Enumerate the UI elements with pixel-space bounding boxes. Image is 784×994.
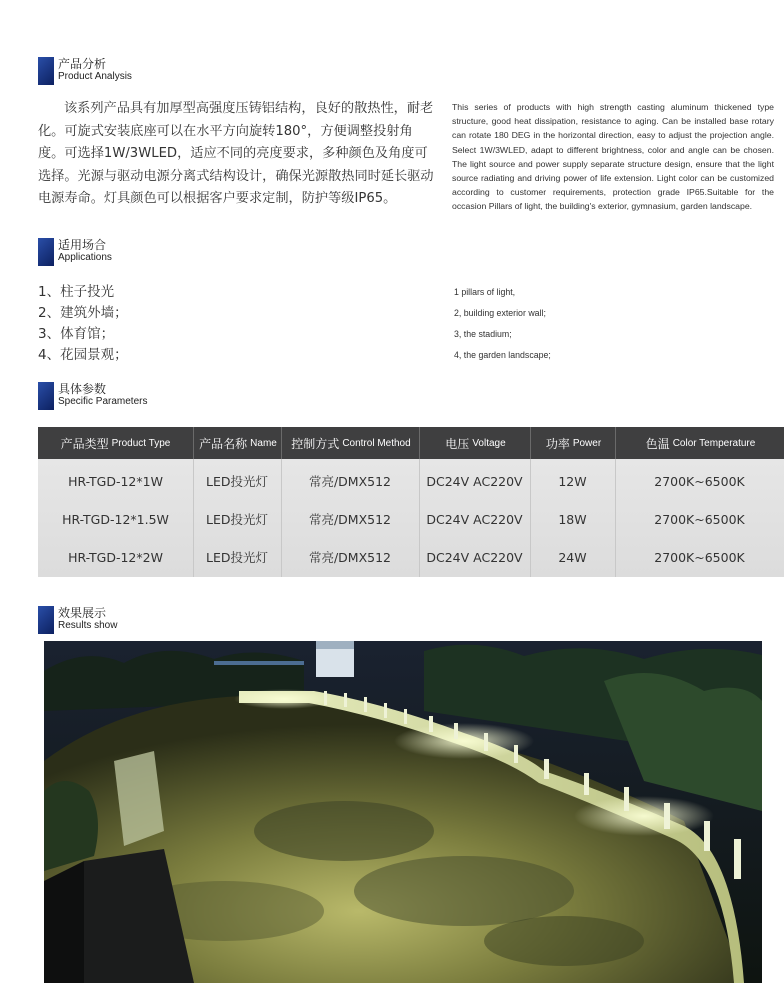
- section-title-zh: 产品分析: [58, 57, 107, 71]
- cell-voltage: DC24V AC220V: [426, 473, 523, 489]
- header-zh: 功率: [545, 436, 570, 451]
- cell-voltage: DC24V AC220V: [426, 549, 523, 565]
- cell-power: 24W: [558, 549, 587, 565]
- header-voltage: [419, 427, 531, 459]
- list-item: 3、体育馆；: [38, 326, 115, 342]
- header-power: [530, 427, 616, 459]
- header-en: Color Temperature: [672, 437, 756, 449]
- header-en: Voltage: [472, 437, 506, 449]
- list-item: 2, building exterior wall;: [454, 308, 546, 318]
- parameters-table: [38, 427, 784, 577]
- cell-name: LED投光灯: [206, 512, 268, 527]
- cell-color-temperature: 2700K~6500K: [654, 549, 745, 565]
- cell-name: LED投光灯: [206, 550, 268, 565]
- section-marker: [38, 606, 54, 634]
- applications-list-zh: [38, 282, 128, 366]
- section-title-en: Product Analysis: [58, 71, 132, 82]
- section-marker: [38, 57, 54, 85]
- section-title-en: Specific Parameters: [58, 396, 148, 407]
- cell-name: LED投光灯: [206, 474, 268, 489]
- cell-power: 12W: [558, 473, 587, 489]
- applications-list-en: [454, 282, 551, 366]
- header-control-method: [281, 427, 420, 459]
- header-color-temperature: [615, 427, 784, 459]
- cell-product-type: HR-TGD-12*1.5W: [62, 511, 169, 527]
- night-landscape-illustration: [44, 641, 762, 983]
- cell-product-type: HR-TGD-12*1W: [68, 473, 163, 489]
- header-name: [193, 427, 282, 459]
- section-title-en: Applications: [58, 252, 112, 263]
- cell-color-temperature: 2700K~6500K: [654, 473, 745, 489]
- cell-color-temperature: 2700K~6500K: [654, 511, 745, 527]
- section-title-zh: 效果展示: [58, 606, 107, 620]
- cell-power: 18W: [558, 511, 587, 527]
- list-item: 4, the garden landscape;: [454, 350, 551, 360]
- list-item: 1、柱子投光: [38, 284, 115, 300]
- section-title-zh: 适用场合: [58, 238, 107, 252]
- list-item: 3, the stadium;: [454, 329, 512, 339]
- header-zh: 控制方式: [291, 436, 340, 451]
- header-zh: 产品名称: [199, 436, 248, 451]
- list-item: 4、花园景观；: [38, 347, 128, 363]
- section-marker: [38, 382, 54, 410]
- cell-control-method: 常亮/DMX512: [308, 474, 392, 489]
- list-item: 1 pillars of light,: [454, 287, 516, 297]
- header-zh: 产品类型: [60, 436, 109, 451]
- section-title-en: Results show: [58, 620, 118, 631]
- analysis-text-zh: 该系列产品具有加厚型高强度压铸铝结构，良好的散热性，耐老化。可旋式安装底座可以在水平方向旋转180°，方便调整投射角度。可选择1W/3WLED，适应不同的亮度要求，多种颜色及角度可选择。光源与驱动电源分离式结构设计，确保光源散热同时延长驱动电源寿命。灯具颜色可以根据客户要求定制，防护等级IP65。: [38, 101, 434, 206]
- cell-product-type: HR-TGD-12*2W: [68, 549, 163, 565]
- header-en: Power: [572, 437, 602, 449]
- table-header: [38, 427, 784, 459]
- header-zh: 色温: [645, 436, 670, 451]
- cell-control-method: 常亮/DMX512: [308, 512, 392, 527]
- header-product-type: [38, 427, 193, 459]
- header-en: Control Method: [342, 437, 411, 449]
- list-item: 2、建筑外墙；: [38, 305, 128, 321]
- results-photo: [44, 641, 762, 983]
- header-zh: 电压: [445, 436, 470, 451]
- header-en: Name: [250, 437, 277, 449]
- section-title-zh: 具体参数: [58, 382, 107, 396]
- section-marker: [38, 238, 54, 266]
- cell-voltage: DC24V AC220V: [426, 511, 523, 527]
- analysis-text-en: This series of products with high strength casting aluminum thickened type structure, good heat dissipation, resistance to aging. Can be installed base rotary can rotate 180 DEG in the horizontal direction, easy to adjust the projection angle. Select 1W/3WLED, adapt to different brightness, color and angle can be chosen. The light source and power supply separate structure design, ensure that the light source radiating and driving power of life extension. Light color can be customized according to customer requirements, protection grade IP65.Suitable for the occasion Pillars of light, the building's exterior, gymnasium, garden landscape.: [452, 102, 774, 212]
- cell-control-method: 常亮/DMX512: [308, 550, 392, 565]
- header-en: Product Type: [111, 437, 171, 449]
